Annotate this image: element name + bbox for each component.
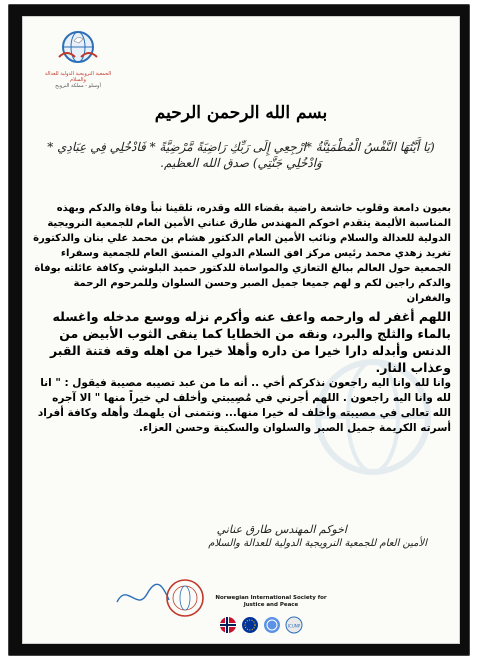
un-emblem-icon bbox=[264, 617, 280, 633]
org-name-english: Norwegian International Society for Justice and Peace bbox=[215, 595, 327, 608]
org-logo bbox=[43, 27, 113, 89]
condolence-body bbox=[31, 201, 451, 436]
norway-flag-icon bbox=[220, 617, 236, 633]
condolence-paragraph: بعيون دامعة وقلوب خاشعة راضية بقضاء الله وقدره، تلقينا نبأ وفاة والدكم وبهذه المناسبة الأليمة يتقدم اخوكم المهندس طارق عناني الأمين العام للجمعية النرويجية الدولية للعدالة والسلام ونائب الأمين العام الدكتور هشام بن محمد علي بنان والدكتورة تغريد زهدي محمد رئيس مركز افق السلام الدولي المنسق العام للجمعية وسفراء الجمعية حول العالم ببالغ التعازي والمواساة للدكتور حميد البلوشي وكافة عائلته بوفاة والدكم راجين لكم و لهم جميعا جميل الصبر وحسن السلوان وللمرحوم الرحمة والغفران bbox=[33, 203, 451, 304]
signature-block bbox=[47, 522, 427, 551]
basmala-heading: بسم الله الرحمن الرحيم bbox=[154, 103, 328, 123]
eu-flag-icon bbox=[242, 617, 258, 633]
globe-dove-logo-icon bbox=[55, 27, 101, 67]
signature-name: اخوكم المهندس طارق عناني bbox=[216, 523, 347, 536]
quran-verse: (يَا أَيَّتُهَا النَّفْسُ الْمُطْمَئِنَّةُ *ارْجِعِي إِلَى رَبِّكِ رَاضِيَةً مَّرْضِيَّةً * فَادْخُلِي فِي عِبَادِي * وَادْخُلِي جَنَّتِي) صدق الله العظيم. bbox=[47, 140, 435, 170]
org-name-ar: الجمعية النرويجية الدولية للعدالة والسلام bbox=[44, 71, 112, 83]
closing-paragraph: وانا لله وانا اليه راجعون نذكركم أخي .. أنه ما من عبد تصيبه مصيبة فيقول : " انا لله وانا اليه راجعون . اللهم أجرني في مُصِيبتي وأخلف لي خيراً منها " الا آجره الله تعالى في مصيبته وأخلف له خيرا منها... ونتمنى أن يلهمك وأهله وكافة أفراد أسرته الكريمة جميل الصبر والسلوان والسكينة وحسن العزاء. bbox=[37, 377, 451, 434]
prayer-paragraph: اللهم أغفر له وارحمه واعف عنه وأكرم نزله ووسع مدخله واغسله بالماء والثلج والبرد، ونقه من الخطايا كما ينقى الثوب الأبيض من الدنس وأبدله دارا خيرا من داره وأهلا خيرا من اهله وقه فتنة القبر وعذاب النار. bbox=[49, 309, 451, 375]
icunp-badge-icon bbox=[286, 617, 302, 633]
signature-title: الأمين العام للجمعية النرويجية الدولية للعدالة والسلام bbox=[208, 538, 427, 549]
org-location: أوسلو - مملكة النرويج bbox=[55, 83, 101, 89]
icunp-label: ICUNP bbox=[287, 623, 301, 629]
document-paper bbox=[22, 16, 460, 644]
official-stamp-icon bbox=[113, 572, 213, 622]
partner-badges bbox=[218, 615, 368, 635]
